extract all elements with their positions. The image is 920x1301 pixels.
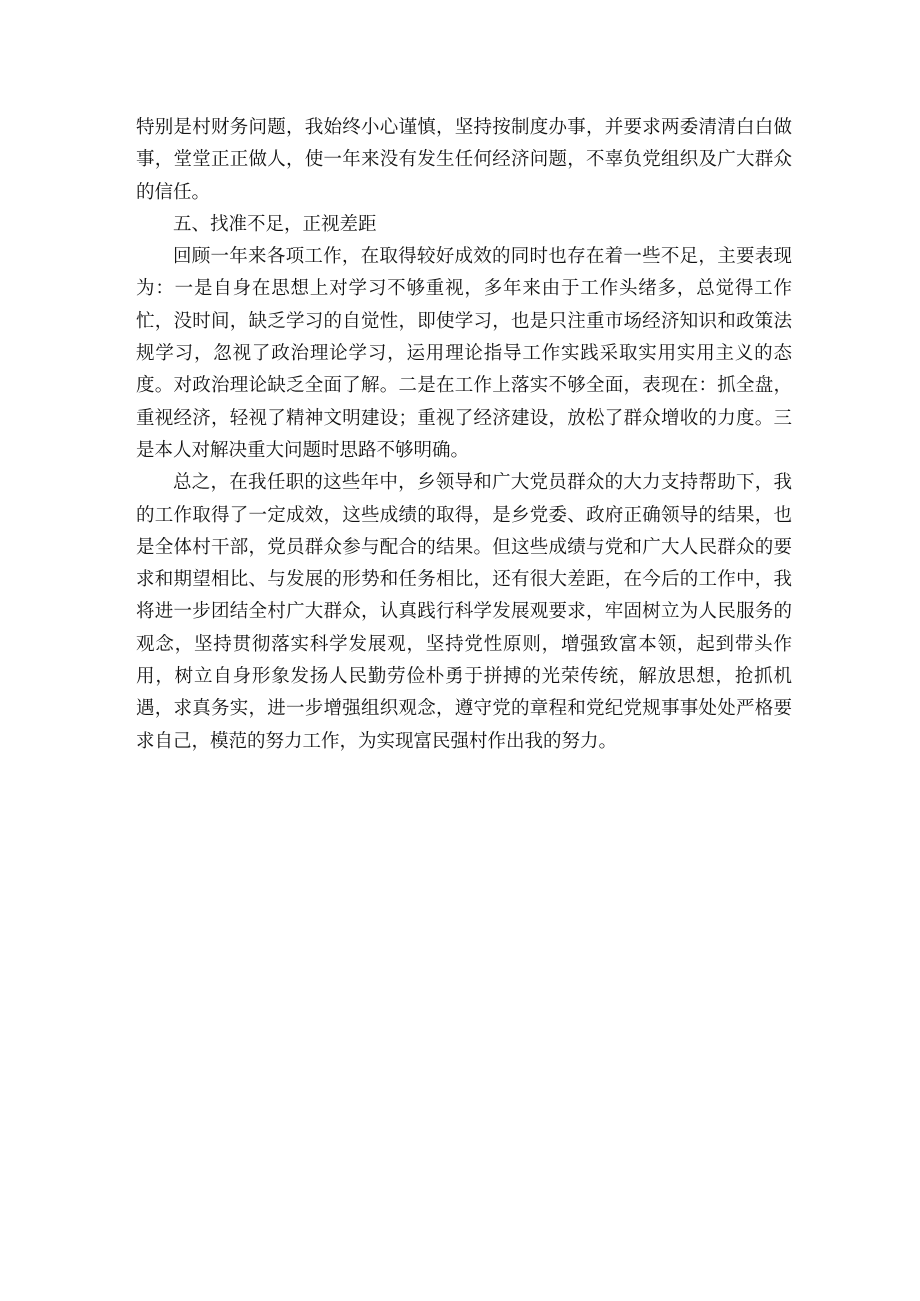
paragraph-shortcomings: 回顾一年来各项工作，在取得较好成效的同时也存在着一些不足，主要表现为：一是自身在思想上对学习不够重视，多年来由于工作头绪多，总觉得工作忙，没时间，缺乏学习的自觉性，即使学习，也是只注重市场经济知识和政策法规学习，忽视了政治理论学习，运用理论指导工作实践采取实用实用主义的态度。对政治理论缺乏全面了解。二是在工作上落实不够全面，表现在：抓全盘，重视经济，轻视了精神文明建设；重视了经济建设，放松了群众增收的力度。三是本人对解决重大问题时思路不够明确。 [136, 246, 792, 461]
paragraph-continued-finance: 特别是村财务问题，我始终小心谨慎，坚持按制度办事，并要求两委清清白白做事，堂堂正正做人，使一年来没有发生任何经济问题，不辜负党组织及广大群众的信任。 [136, 117, 792, 203]
document-body [136, 112, 792, 758]
section-heading-shortcomings: 五、找准不足，正视差距 [173, 213, 377, 235]
paragraph-conclusion: 总之，在我任职的这些年中，乡领导和广大党员群众的大力支持帮助下，我的工作取得了一定成效，这些成绩的取得，是乡党委、政府正确领导的结果，也是全体村干部，党员群众参与配合的结果。但这些成绩与党和广大人民群众的要求和期望相比、与发展的形势和任务相比，还有很大差距，在今后的工作中，我将进一步团结全村广大群众，认真践行科学发展观要求，牢固树立为人民服务的观念，坚持贯彻落实科学发展观，坚持党性原则，增强致富本领，起到带头作用，树立自身形象发扬人民勤劳俭朴勇于拼搏的光荣传统，解放思想，抢抓机遇，求真务实，进一步增强组织观念，遵守党的章程和党纪党规事事处处严格要求自己，模范的努力工作，为实现富民强村作出我的努力。 [136, 472, 792, 752]
